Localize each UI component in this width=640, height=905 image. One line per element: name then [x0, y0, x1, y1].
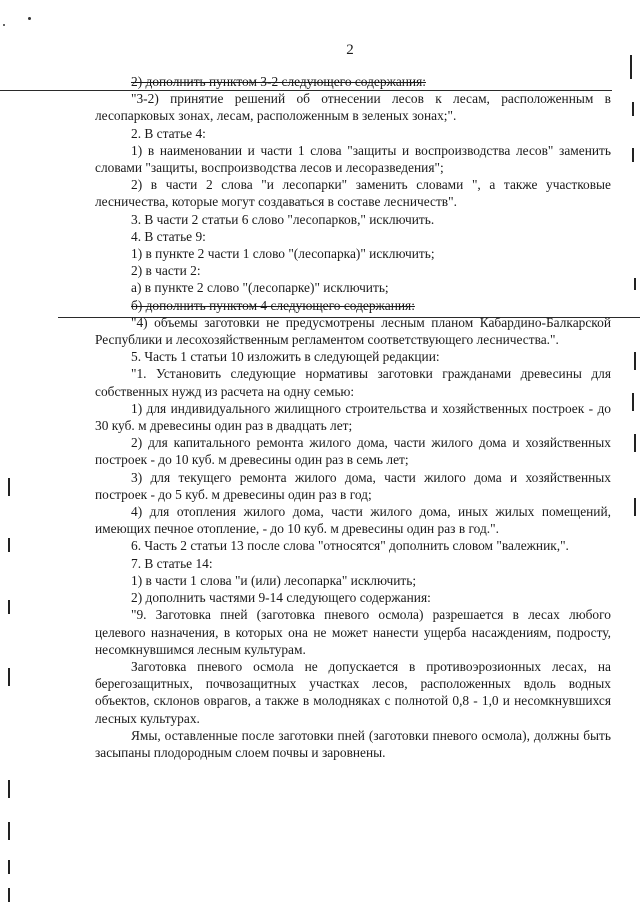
- article-heading: 5. Часть 1 статьи 10 изложить в следующей редакции:: [131, 349, 440, 365]
- article-heading: 3. В части 2 статьи 6 слово "лесопарков," исключить.: [131, 211, 435, 227]
- right-margin-mark: [634, 352, 636, 370]
- left-margin-mark: [8, 780, 10, 798]
- corner-speck: [3, 24, 5, 26]
- amendment-item-struck: 2) дополнить пунктом 3-2 следующего содержания:: [131, 74, 426, 89]
- quoted-provision: "3-2) принятие решений об отнесении лесов к лесам, расположенным в лесопарковых зонах, лесам, расположенным в зеленых зонах;".: [95, 91, 611, 124]
- left-margin-mark: [8, 600, 10, 614]
- amendment-item: 1) в наименовании и части 1 слова "защиты и воспроизводства лесов" заменить словами "защиты, воспроизводства лесов и лесоразведения";: [95, 142, 611, 176]
- amendment-subitem: а) в пункте 2 слово "(лесопарке)" исключить;: [131, 280, 389, 296]
- right-margin-mark: [634, 498, 636, 516]
- article-heading: 6. Часть 2 статьи 13 после слова "относятся" дополнить словом "валежник,".: [131, 538, 569, 554]
- right-margin-mark: [632, 102, 634, 116]
- left-margin-mark: [8, 668, 10, 686]
- quoted-provision: Ямы, оставленные после заготовки пней (заготовки пневого осмола), должны быть засыпаны плодородным слоем почвы и заровнены.: [95, 727, 611, 760]
- article-heading: 7. В статье 14:: [131, 555, 213, 571]
- article-heading: 4. В статье 9:: [131, 228, 206, 244]
- norm-item: 3) для текущего ремонта жилого дома, части жилого дома и хозяйственных построек - до 5 куб. м древесины один раз в год;: [95, 469, 611, 502]
- amendment-subitem-struck: б) дополнить пунктом 4 следующего содержания:: [131, 297, 415, 313]
- quoted-provision: "9. Заготовка пней (заготовка пневого осмола) разрешается в лесах любого целевого назначения, в которых она не может нанести ущерба насаждениям, подросту, несомкнувшимся лесным культурам.: [95, 607, 611, 657]
- norm-item: 2) для капитального ремонта жилого дома, части жилого дома и хозяйственных построек - до 10 куб. м древесины один раз в семь лет;: [95, 435, 611, 468]
- left-margin-mark: [8, 538, 10, 552]
- quoted-provision: "1. Установить следующие нормативы заготовки гражданами древесины для собственных нужд из расчета на одну семью:: [95, 366, 611, 399]
- page-number: 2: [346, 42, 354, 58]
- left-margin-mark: [8, 478, 10, 496]
- left-margin-mark: [8, 860, 10, 874]
- article-heading: 2. В статье 4:: [131, 125, 206, 141]
- document-body: [95, 73, 611, 761]
- left-margin-mark: [8, 822, 10, 840]
- left-margin-mark: [8, 888, 10, 902]
- norm-item: 4) для отопления жилого дома, части жилого дома, иных жилых помещений, имеющих печное отопление, - до 10 куб. м древесины один раз в год.".: [95, 504, 611, 537]
- right-margin-mark: [634, 278, 636, 290]
- quoted-provision: "4) объемы заготовки не предусмотрены лесным планом Кабардино-Балкарской Республики и лесохозяйственным регламентом соответствующего лесничества.".: [95, 314, 611, 348]
- amendment-item: 2) дополнить частями 9-14 следующего содержания:: [131, 590, 431, 606]
- amendment-item: 1) в части 1 слова "и (или) лесопарка" исключить;: [131, 572, 417, 588]
- amendment-item: 1) в пункте 2 части 1 слово "(лесопарка)" исключить;: [131, 246, 435, 262]
- quoted-provision: Заготовка пневого осмола не допускается в противоэрозионных лесах, на берегозащитных, почвозащитных участках лесов, расположенных вдоль водных объектов, склонов оврагов, а также в молодняках с полнотой 0,8 - 1,0 и несомкнувшихся лесных культурах.: [95, 658, 611, 726]
- corner-speck: [28, 17, 31, 20]
- norm-item: 1) для индивидуального жилищного строительства и хозяйственных построек - до 30 куб. м древесины один раз в двадцать лет;: [95, 400, 611, 434]
- right-margin-mark: [632, 393, 634, 411]
- amendment-item: 2) в части 2:: [131, 263, 201, 279]
- right-margin-mark: [634, 434, 636, 452]
- right-margin-mark: [632, 148, 634, 162]
- amendment-item: 2) в части 2 слова "и лесопарки" заменить словами ", а также участковые лесничества, которые могут создаваться в составе лесничеств".: [95, 177, 611, 210]
